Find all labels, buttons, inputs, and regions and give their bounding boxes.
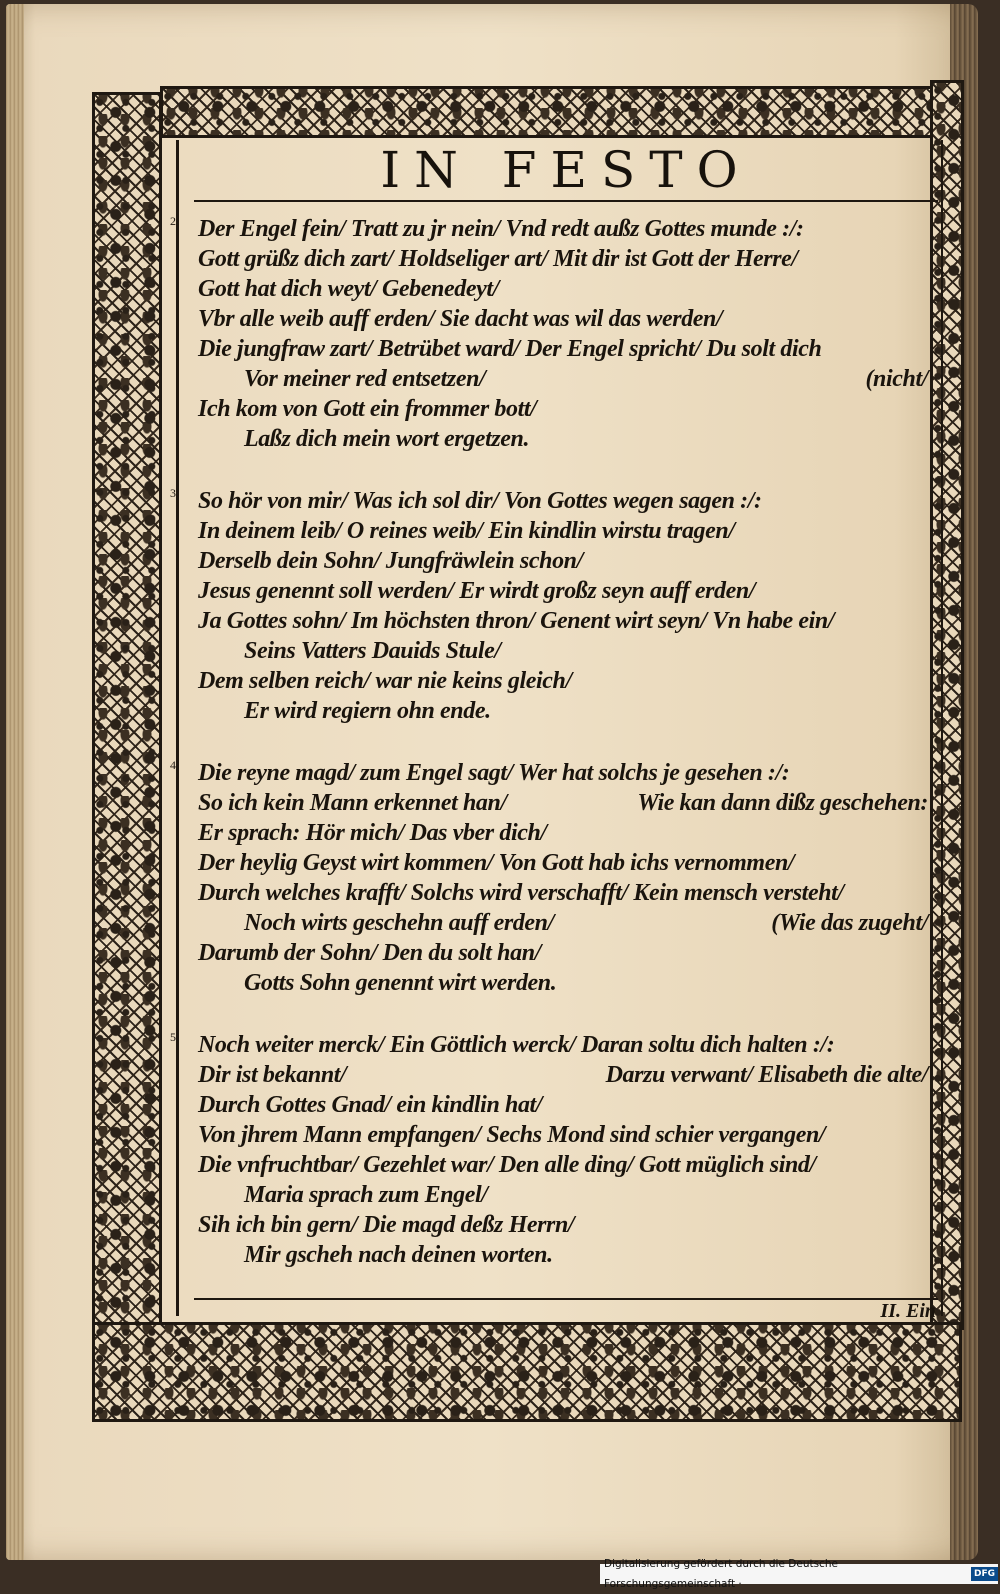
verse-line xyxy=(198,334,936,364)
stanza xyxy=(170,758,936,998)
verse-text-right: Wie kan dann dißz geschehen: xyxy=(637,790,928,816)
verse-line xyxy=(198,576,936,606)
verse-line xyxy=(198,1060,936,1090)
verse-text: Die vnfruchtbar/ Gezehlet war/ Den alle ding/ Gott müglich sind/ xyxy=(198,1152,816,1178)
stanza xyxy=(170,1030,936,1270)
ornamental-border-left xyxy=(92,92,162,1328)
verse-text-right: (nicht/ xyxy=(865,366,928,392)
digitization-credit xyxy=(600,1558,998,1590)
page-edge-left xyxy=(6,4,24,1560)
verse-line xyxy=(198,1090,936,1120)
verse-line xyxy=(198,546,936,576)
verse-text: Dir ist bekannt/ xyxy=(198,1062,347,1088)
verse-line xyxy=(198,486,936,516)
verse-line xyxy=(198,1210,936,1240)
verse-line xyxy=(198,878,936,908)
verse-text: Durch welches krafft/ Solchs wird verschafft/ Kein mensch versteht/ xyxy=(198,880,844,906)
header-rule xyxy=(194,200,938,202)
dfg-logo[interactable]: DFG xyxy=(971,1567,998,1581)
verse-text: Durch Gottes Gnad/ ein kindlin hat/ xyxy=(198,1092,543,1118)
verse-line xyxy=(198,818,936,848)
verse-text: Gott grüßz dich zart/ Holdseliger art/ Mit dir ist Gott der Herre/ xyxy=(198,246,798,272)
verse-text: Derselb dein Sohn/ Jungfräwlein schon/ xyxy=(198,548,583,574)
verse-line xyxy=(198,244,936,274)
verse-text: So hör von mir/ Was ich sol dir/ Von Gottes wegen sagen :/: xyxy=(198,488,762,514)
verse-text: Gott hat dich weyt/ Gebenedeyt/ xyxy=(198,276,499,302)
verse-text-right: Darzu verwant/ Elisabeth die alte/ xyxy=(605,1062,928,1088)
verse-line xyxy=(198,938,936,968)
stanza-number: 4 xyxy=(170,758,176,772)
verse-line xyxy=(198,1180,936,1210)
stanza xyxy=(170,214,936,454)
verse-text: Der Engel fein/ Tratt zu jr nein/ Vnd redt außz Gottes munde :/: xyxy=(198,216,804,242)
stanza-number: 2 xyxy=(170,214,176,228)
stanza xyxy=(170,486,936,726)
verse-text: Gotts Sohn genennt wirt werden. xyxy=(244,970,557,996)
verse-text: Vor meiner red entsetzen/ xyxy=(244,366,486,392)
verse-text: In deinem leib/ O reines weib/ Ein kindlin wirstu tragen/ xyxy=(198,518,735,544)
verse-line xyxy=(198,364,936,394)
verse-line xyxy=(198,1120,936,1150)
stanza-number: 3 xyxy=(170,486,176,500)
credit-text: Digitalisierung gefördert durch die Deutsche Forschungsgemeinschaft · xyxy=(604,1558,838,1590)
verse-text: Maria sprach zum Engel/ xyxy=(244,1182,488,1208)
verse-text-right: (Wie das zugeht/ xyxy=(771,910,928,936)
verse-text: Vbr alle weib auff erden/ Sie dacht was wil das werden/ xyxy=(198,306,723,332)
verse-line xyxy=(198,1030,936,1060)
verse-line xyxy=(198,666,936,696)
verse-line xyxy=(198,1240,936,1270)
verse-line xyxy=(198,516,936,546)
verse-text: Mir gscheh nach deinen worten. xyxy=(244,1242,553,1268)
verse-text: Die jungfraw zart/ Betrübet ward/ Der Engel spricht/ Du solt dich xyxy=(198,336,822,362)
ornamental-border-top xyxy=(160,86,940,138)
verse-line xyxy=(198,1150,936,1180)
verse-text: Jesus genennt soll werden/ Er wirdt großz seyn auff erden/ xyxy=(198,578,756,604)
verse-text: Er sprach: Hör mich/ Das vber dich/ xyxy=(198,820,547,846)
verse-text: So ich kein Mann erkennet han/ xyxy=(198,790,507,816)
verse-line xyxy=(198,696,936,726)
verse-text: Darumb der Sohn/ Den du solt han/ xyxy=(198,940,541,966)
verse-line xyxy=(198,908,936,938)
verse-text: Ja Gottes sohn/ Im höchsten thron/ Genent wirt seyn/ Vn habe ein/ xyxy=(198,608,835,634)
stanza-number: 5 xyxy=(170,1030,176,1044)
verse-text: Seins Vatters Dauids Stule/ xyxy=(244,638,501,664)
verse-line xyxy=(198,758,936,788)
verse-text: Ich kom von Gott ein frommer bott/ xyxy=(198,396,537,422)
verse-text: Laßz dich mein wort ergetzen. xyxy=(244,426,530,452)
verse-line xyxy=(198,424,936,454)
ornamental-border-bottom xyxy=(92,1322,962,1422)
verse-line xyxy=(198,304,936,334)
verse-text: Die reyne magd/ zum Engel sagt/ Wer hat solchs je gesehen :/: xyxy=(198,760,790,786)
verse-text: Der heylig Geyst wirt kommen/ Von Gott hab ichs vernommen/ xyxy=(198,850,795,876)
catchword: II. Ein xyxy=(880,1300,936,1322)
page-title: IN FESTO xyxy=(380,141,752,199)
verse-line xyxy=(198,214,936,244)
verse-line xyxy=(198,394,936,424)
verse-line xyxy=(198,636,936,666)
verse-text: Dem selben reich/ war nie keins gleich/ xyxy=(198,668,572,694)
verse-text: Er wird regiern ohn ende. xyxy=(244,698,491,724)
verse-text: Noch weiter merck/ Ein Göttlich werck/ Daran soltu dich halten :/: xyxy=(198,1032,835,1058)
verse-line xyxy=(198,606,936,636)
verse-text: Noch wirts geschehn auff erden/ xyxy=(244,910,554,936)
verse-text: Sih ich bin gern/ Die magd deßz Herrn/ xyxy=(198,1212,575,1238)
footer-rule xyxy=(194,1298,938,1300)
verse-line xyxy=(198,274,936,304)
verse-line xyxy=(198,968,936,998)
verse-line xyxy=(198,848,936,878)
verse-text: Von jhrem Mann empfangen/ Sechs Mond sind schier vergangen/ xyxy=(198,1122,826,1148)
verse-line xyxy=(198,788,936,818)
